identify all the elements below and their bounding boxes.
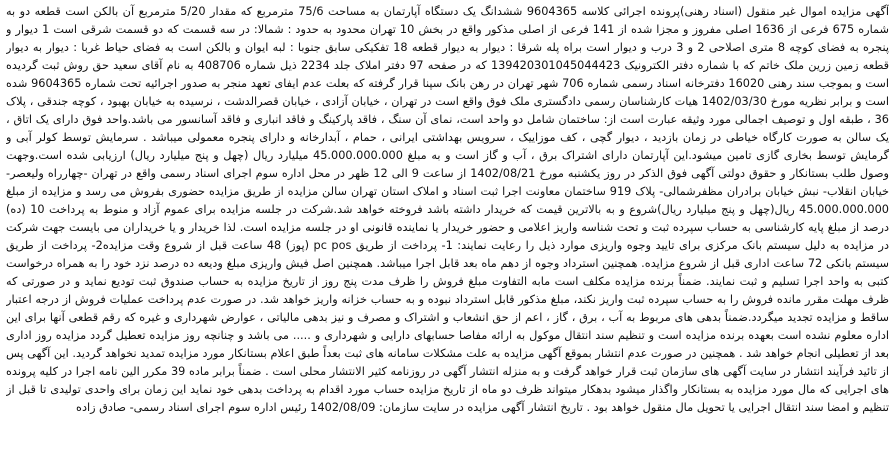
auction-notice-text: آگهی مزایده اموال غیر منقول (اسناد رهنی)پرونده اجرائی کلاسه 9604365 ششدانگ یک دستگاه آپارتمان به مساحت 75/6 مترمربع که مقدار 5/20 مترمربع آن بالکن است قطعه دو به شماره 675 فرعی از 1636 اصلی مفروز و مجزا شده از 141 فرعی از اصلی مذکور واقع در بخش 10 تهران محدود به حدود : شمالا: در سه قسمت که دو قسمت شرقی است 1 دیوار و پنجره به فضای کوچه 8 متری اصلاحی 2 و 3 درب و دیوار است براه پله شرقا : دیوار به دیوار قطعه 18 تفکیکی سابق جنوبا : لبه ایوان و بالکن است به فضای حیاط غربا : دیوار به دیوار قطعه زمین زرین ملک خاتم که با شماره دفتر الکترونیک 139420301045044423 که در صفحه 97 دفتر املاک جلد 2234 ذیل شماره 408706 به نام آقای سعید حق روش ثبت گردیده است و بموجب سند رهنی 16020 دفترخانه اسناد رسمی شماره 706 شهر تهران در رهن بانک سپنا قرار گرفته که بعلت عدم ایفای تعهد منجر به صدور اجرائیه تحت شماره 9604365 شده است و برابر نظریه مورخ 1402/03/30 هیات کارشناسان رسمی دادگستری ملک فوق واقع است در تهران ، خیابان آزادی ، خیابان قصرالدشت ، نرسیده به خیابان بهبود ، کوچه جندقی ، پلاک 36 ، طبقه اول و توصیف اجمالی مورد وثیقه عبارت است از: ساختمان شامل دو واحد است، نمای آن سنگ ، فاقد پارکینگ و فاقد انباری و فاقد آسانسور می باشد.واحد فوق دارای یک اتاق ، یک سالن به صورت کارگاه خیاطی در زمان بازدید ، دیوار گچی ، کف موزاییک ، سرویس بهداشتی ایرانی ، حمام ، آبدارخانه و دارای پنجره معمولی میباشد . سرمایش توسط کولر آبی و گرمایش توسط بخاری گازی تامین میشود.این آپارتمان دارای اشتراک برق ، آب و گاز است و به مبلغ 45.000.000.000 میلیارد ریال (چهل و پنج میلیارد ریال) ارزیابی شده است.وجهت وصول طلب بستانکار و حقوق دولتی آگهی فوق الذکر در روز یکشنبه مورخ 1402/08/21 از ساعت 9 الی 12 ظهر در محل اداره سوم اجرای اسناد رسمی واقع در تهران -چهارراه ولیعصر- خیابان انقلاب- نبش خیابان برادران مظفرشمالی- پلاک 919 ساختمان معاونت اجرا ثبت اسناد و املاک استان تهران سالن مزایده از طریق مزایده حضوری بفروش می رسد و مزایده از مبلغ 45.000.000.000 ریال(چهل و پنج میلیارد ریال)شروع و به بالاترین قیمت که خریدار داشته باشد فروخته خواهد شد.شرکت در جلسه مزایده برای عموم آزاد و منوط به پرداخت 10 (ده) درصد از مبلغ پایه کارشناسی به حساب سپرده ثبت و تحت شناسه واریز اعلامی و حضور خریدار یا نماینده قانونی او در جلسه مزایده است. لذا خریدار و یا خریداران می بایست جهت شرکت در مزایده به دلیل سیستم بانک مرکزی برای تایید وجوه واریزی موارد ذیل را رعایت نمایند: 1- پرداخت از طریق pc pos (پوز) 48 ساعت قبل از شروع وقت مزایده2- پرداخت از طریق سیستم بانکی 72 ساعت اداری قبل از شروع مزایده. همچنین استرداد وجوه از دهم ماه بعد قابل اجرا میباشد. همچنین اصل فیش واریزی مبلغ ودیعه ده درصد نزد خود را به همراه درخواست کتبی به واحد اجرا تسلیم و ثبت نمایند. ضمناً برنده مزایده مکلف است مابه التفاوت مبلغ فروش را ظرف مدت پنج روز از تاریخ مزایده به حساب صندوق ثبت تودیع نماید و در صورتی که ظرف مهلت مقرر مانده فروش را به حساب سپرده ثبت واریز نکند، مبلغ مذکور قابل استرداد نبوده و به حساب خزانه واریز خواهد شد. در صورت عدم پرداخت عملیات فروش از درجه اعتبار ساقط و مزایده تجدید میگردد.ضمناً بدهی های مربوط به آب ، برق ، گاز ، اعم از حق انشعاب و اشتراک و مصرف و نیز بدهی مالیاتی ، عوارض شهرداری و غیره که رقم قطعی آنها برای این اداره معلوم نشده است بعهده برنده مزایده است و تنظیم سند انتقال موکول به ارائه مفاصا حسابهای دارایی و شهرداری و ..... می باشد و چنانچه روز مزایده تعطیل گردد مزایده روز اداری بعد از تعطیلی انجام خواهد شد . همچنین در صورت عدم انتشار بموقع آگهی مزایده به علت مشکلات سامانه های ثبت بعداً طبق اعلام بستانکار مورد مزایده تمدید نخواهد گردید. این آگهی پس از تائید فرآیند انتشار در سایت آگهی های سازمان ثبت قرار خواهد گرفت و به منزله انتشار آگهی در روزنامه کثیر الانتشار محلی است . ضمناً برابر ماده 39 مکرر الین نامه اجرا در کلیه پرونده های اجرایی که مال مورد مزایده به بستانکار واگذار میشود بدهکار میتواند ظرف دو ماه از تاریخ مزایده حساب مورد اقدام به پرداخت بدهی خود نماید این زمان برای واحدی تولیدی تا قبل از تنظیم و امضا سند انتقال اجرایی یا تحویل مال منقول خواهد بود . تاریخ انتشار آگهی مزایده در سایت سازمان: 1402/08/09 رئیس اداره سوم اجرای اسناد رسمی- صادق زاده: [6, 5, 889, 414]
